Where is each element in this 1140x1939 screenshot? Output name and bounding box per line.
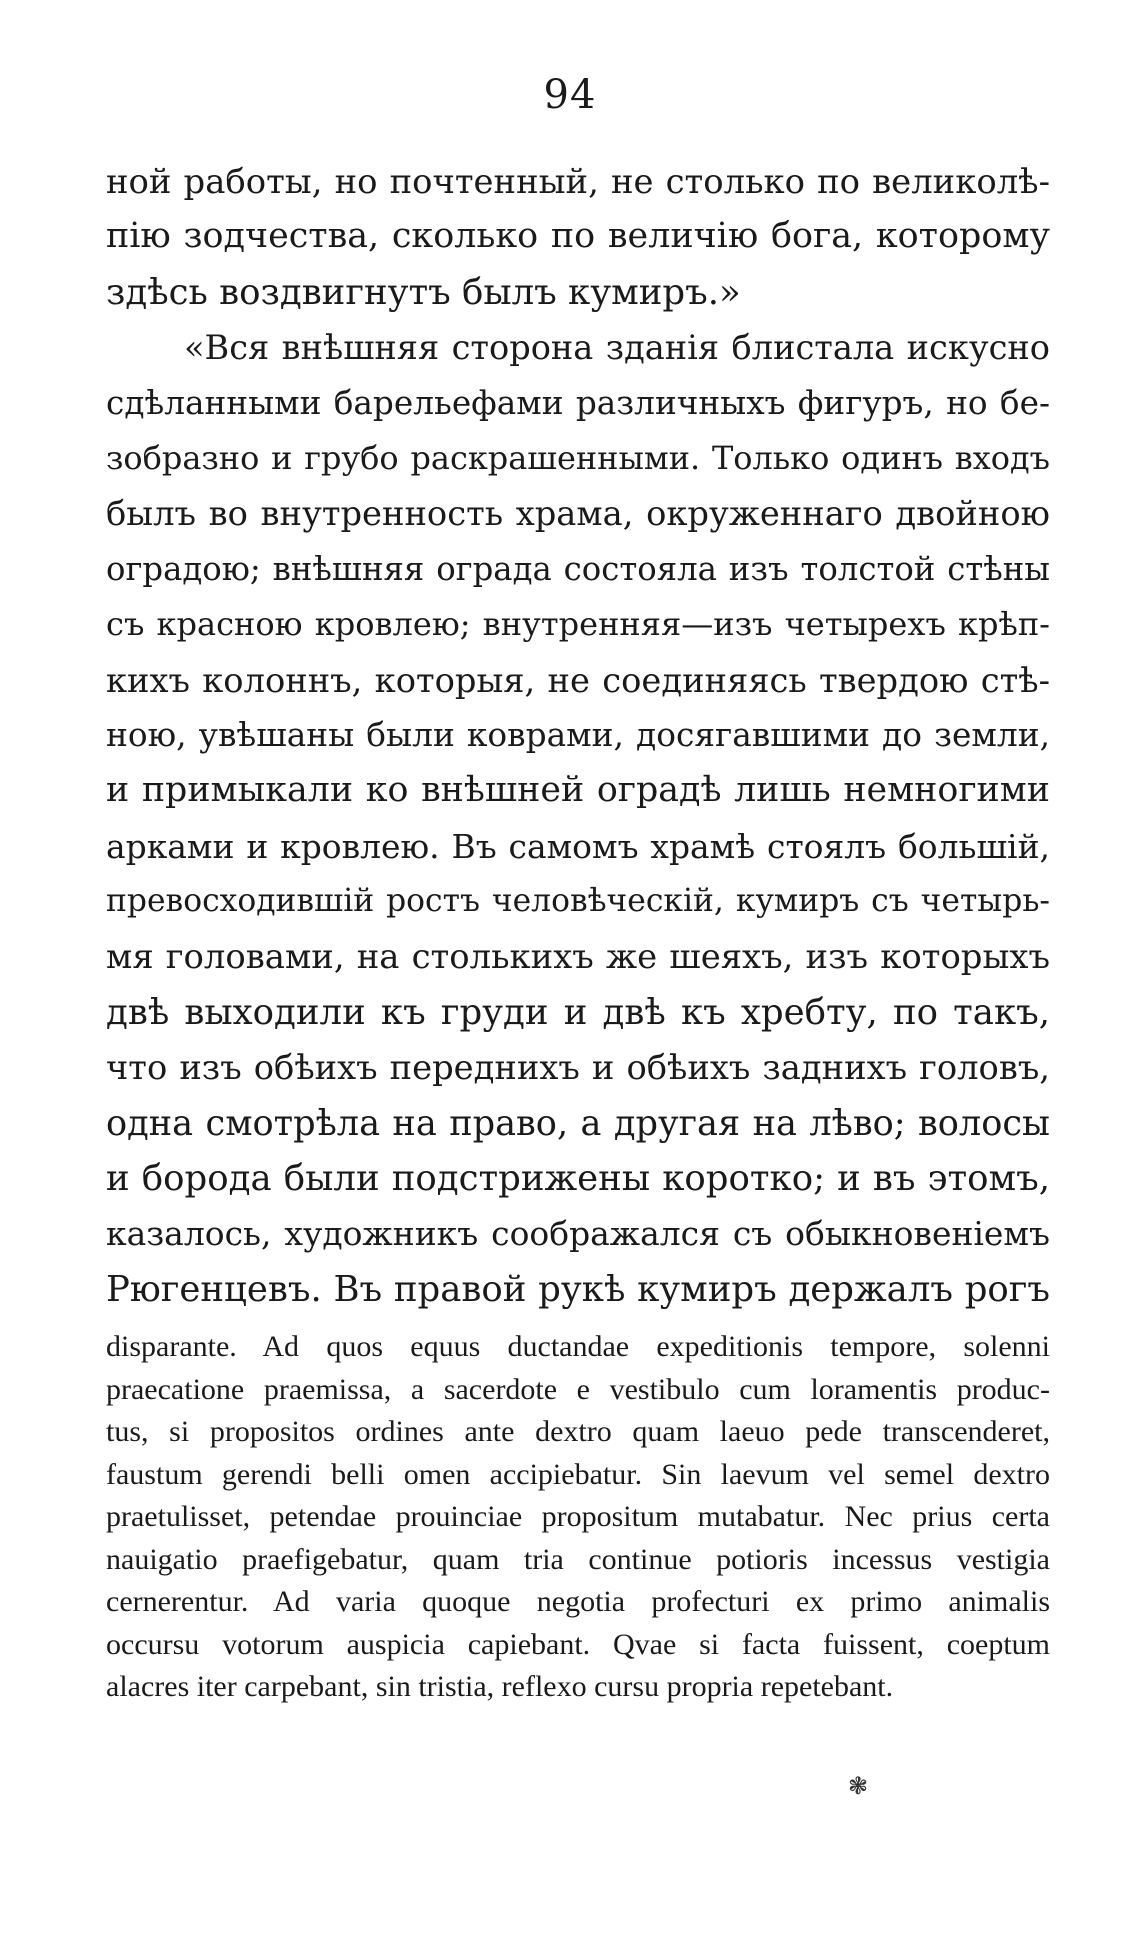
text-line: казалось, художникъ соображался съ обыкновеніемъ xyxy=(106,1214,1050,1254)
text-line: съ красною кровлею; внутренняя—изъ четырехъ крѣп- xyxy=(106,605,1050,644)
text-line: ною, увѣшаны были коврами, досягавшими до земли, xyxy=(106,715,1050,754)
text-line: зобразно и грубо раскрашенными. Только одинъ входъ xyxy=(106,438,1050,477)
text-line: и борода были подстрижены коротко; и въ этомъ, xyxy=(106,1158,1050,1200)
text-line: «Вся внѣшняя сторона зданія блистала искусно xyxy=(184,328,1050,368)
text-line: одна смотрѣла на право, а другая на лѣво; волосы xyxy=(106,1102,1050,1144)
text-line: пію зодчества, сколько по величію бога, которому xyxy=(106,216,1050,257)
text-line: двѣ выходили къ груди и двѣ къ хребту, по такъ, xyxy=(106,991,1050,1033)
main-text xyxy=(106,154,1050,1317)
text-line: превосходившій ростъ человѣческій, кумиръ съ четырь- xyxy=(106,883,1050,920)
footnote-line: praetulisset, petendae prouinciae propositum mutabatur. Nec prius certa xyxy=(106,1500,1050,1533)
text-line: Рюгенцевъ. Въ правой рукѣ кумиръ держалъ рогъ xyxy=(106,1268,1050,1310)
footnote-line: disparante. Ad quos equus ductandae expeditionis tempore, solenni xyxy=(106,1330,1050,1363)
text-line: оградою; внѣшняя ограда состояла изъ толстой стѣны xyxy=(106,549,1050,588)
ornament-icon: ❃ xyxy=(848,1772,869,1800)
footnote-line: cernerentur. Ad varia quoque negotia profecturi ex primo animalis xyxy=(106,1585,1050,1618)
text-line: сдѣланными барельефами различныхъ фигуръ, но бе- xyxy=(106,383,1050,422)
page-number: 94 xyxy=(543,72,597,118)
text-line: арками и кровлею. Въ самомъ храмѣ стоялъ большій, xyxy=(106,826,1050,866)
footnote-line: occursu votorum auspicia capiebant. Qvae si facta fuissent, coeptum xyxy=(106,1627,1050,1661)
footnote-line: alacres iter carpebant, sin tristia, reflexo cursu propria repetebant. xyxy=(106,1670,894,1703)
text-line: кихъ колоннъ, которыя, не соединяясь твердою стѣ- xyxy=(106,660,1050,700)
text-line: мя головами, на столькихъ же шеяхъ, изъ которыхъ xyxy=(106,937,1050,977)
text-line: былъ во внутренность храма, окруженнаго двойною xyxy=(106,494,1050,534)
text-line: и примыкали ко внѣшней оградѣ лишь немногими xyxy=(106,770,1050,811)
text-line: здѣсь воздвигнутъ былъ кумиръ.» xyxy=(106,271,741,313)
footnote-line: nauigatio praefigebatur, quam tria continue potioris incessus vestigia xyxy=(106,1542,1050,1576)
text-line: что изъ обѣихъ переднихъ и обѣихъ заднихъ головъ, xyxy=(106,1048,1050,1088)
footnote-line: tus, si propositos ordines ante dextro quam laeuo pede transcenderet, xyxy=(106,1415,1050,1448)
footnote-line: faustum gerendi belli omen accipiebatur. Sin laevum vel semel dextro xyxy=(106,1457,1050,1491)
footnote-line: praecatione praemissa, a sacerdote e vestibulo cum loramentis produc- xyxy=(106,1372,1050,1406)
footnote xyxy=(106,1326,1050,1709)
text-line: ной работы, но почтенный, не столько по великолѣ- xyxy=(106,162,1050,201)
